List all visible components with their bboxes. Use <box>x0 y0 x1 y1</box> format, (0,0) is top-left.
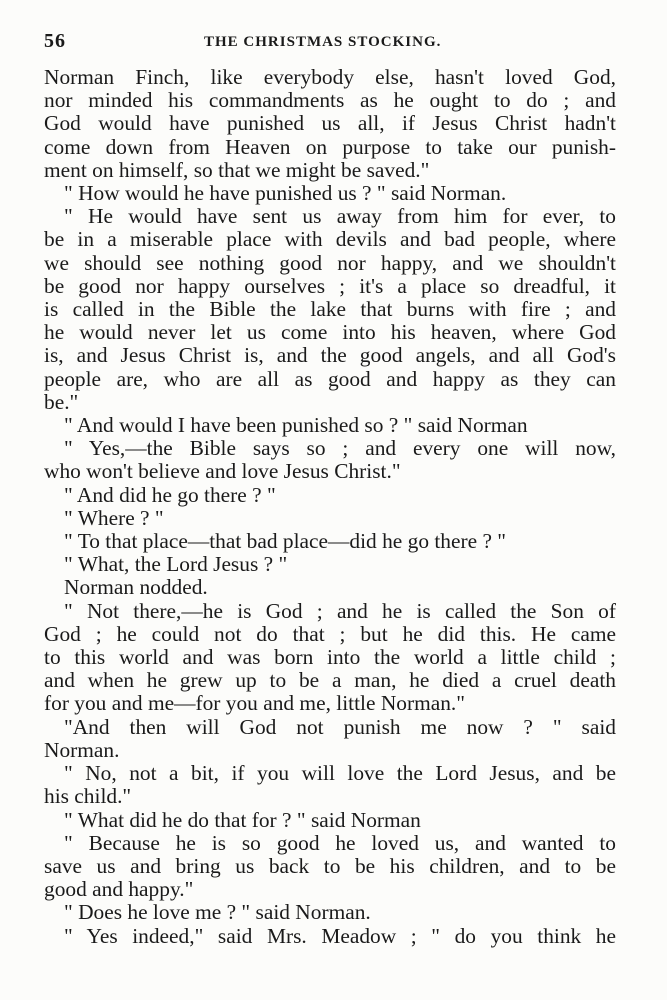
text-line: " Where ? " <box>64 505 164 530</box>
text-line: come down from Heaven on purpose to take our punish- <box>44 134 616 159</box>
text-line: " Yes indeed," said Mrs. Meadow ; " do you think he <box>64 923 616 948</box>
text-line: " Not there,—he is God ; and he is called the Son of <box>64 598 616 623</box>
text-line: his child." <box>44 784 132 809</box>
text-line: Norman nodded. <box>64 575 208 600</box>
body-text <box>44 66 616 948</box>
text-line: " He would have sent us away from him for ever, to <box>64 204 616 229</box>
text-line: to this world and was born into the world a little child ; <box>44 645 616 670</box>
text-line: " And did he go there ? " <box>64 482 276 507</box>
running-title: THE CHRISTMAS STOCKING. <box>204 34 442 50</box>
text-line: for you and me—for you and me, little Norman." <box>44 691 465 716</box>
text-line: is, and Jesus Christ is, and the good angels, and all God's <box>44 343 616 368</box>
text-line: who won't believe and love Jesus Christ." <box>44 459 401 484</box>
text-line: " Yes,—the Bible says so ; and every one will now, <box>64 436 616 461</box>
text-line: " To that place—that bad place—did he go there ? " <box>64 529 507 554</box>
text-line: " And would I have been punished so ? " said Norman <box>64 413 528 438</box>
text-line: people are, who are all as good and happy as they can <box>44 366 616 391</box>
text-line: ment on himself, so that we might be saved." <box>44 157 430 182</box>
text-line: " How would he have punished us ? " said Norman. <box>64 181 507 206</box>
text-line: " Because he is so good he loved us, and wanted to <box>64 830 616 855</box>
text-line: " Does he love me ? " said Norman. <box>64 900 371 925</box>
running-head <box>44 30 614 54</box>
text-line: he would never let us come into his heaven, where God <box>44 320 616 345</box>
text-line: " No, not a bit, if you will love the Lord Jesus, and be <box>64 761 616 786</box>
text-line: " What, the Lord Jesus ? " <box>64 552 288 577</box>
text-line: be good nor happy ourselves ; it's a place so dreadful, it <box>44 273 616 298</box>
text-line: be." <box>44 389 79 414</box>
text-line: good and happy." <box>44 877 194 902</box>
text-line: "And then will God not punish me now ? " said <box>64 714 616 739</box>
page-number: 56 <box>44 30 66 52</box>
text-line: " What did he do that for ? " said Norman <box>64 807 421 832</box>
text-line: God would have punished us all, if Jesus Christ hadn't <box>44 111 616 136</box>
text-line: save us and bring us back to be his children, and to be <box>44 853 616 878</box>
text-line: is called in the Bible the lake that burns with fire ; and <box>44 297 616 322</box>
text-line: and when he grew up to be a man, he died a cruel death <box>44 668 616 693</box>
text-line: God ; he could not do that ; but he did this. He came <box>44 621 616 646</box>
text-line: nor minded his commandments as he ought to do ; and <box>44 88 616 113</box>
text-line: be in a miserable place with devils and bad people, where <box>44 227 616 252</box>
text-line: Norman Finch, like everybody else, hasn't loved God, <box>44 65 616 89</box>
text-line: Norman. <box>44 737 120 762</box>
text-line: we should see nothing good nor happy, and we shouldn't <box>44 250 616 275</box>
